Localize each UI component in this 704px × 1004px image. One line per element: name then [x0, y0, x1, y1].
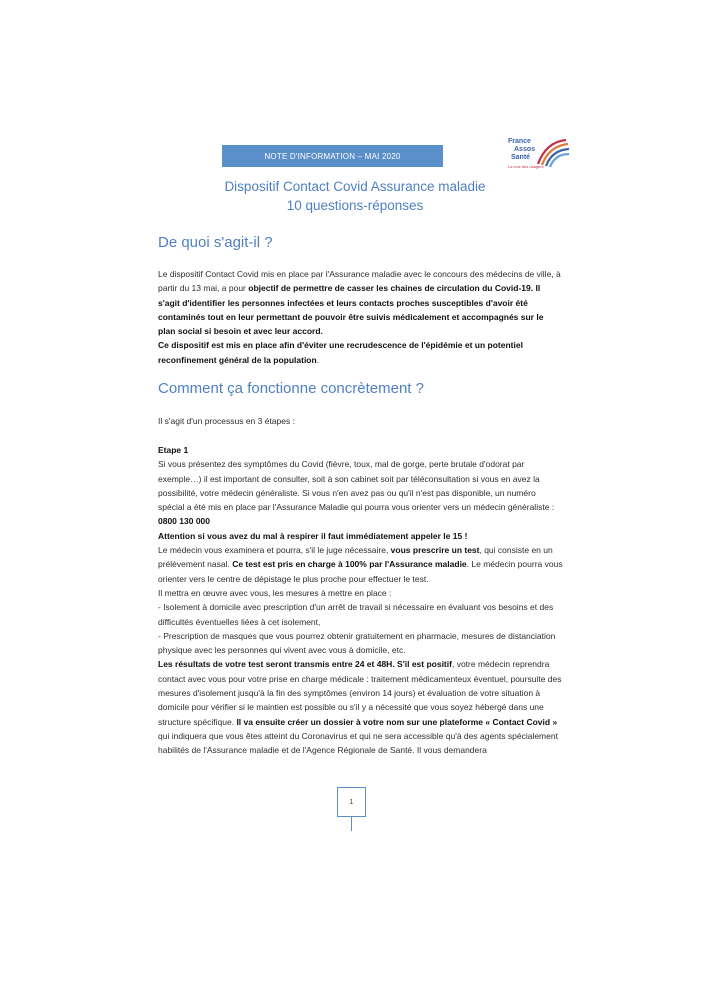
section-1-body	[158, 267, 563, 367]
warning-line	[158, 529, 563, 543]
logo-line-2: Assos	[514, 146, 536, 153]
note-banner	[222, 145, 443, 167]
logo-tagline: La voix des usagers	[508, 164, 544, 169]
document-title	[150, 177, 560, 215]
step-title	[158, 443, 563, 457]
p2-text: .	[316, 354, 320, 365]
title-line-1: Dispositif Contact Covid Assurance maladie	[224, 179, 486, 194]
page-number: 1	[349, 798, 354, 806]
step-1-body	[158, 443, 563, 758]
s1-text: Si vous présentez des symptômes du Covid (fièvre, toux, mal de gorge, perte brutale d'odorat par exemple…) il est important de consulter, soit à son cabinet soit par téléconsultation si vous en avez la possibilité, votre médecin généraliste. Si vous n'en avez pas ou qu'il n'est pas disponible, un numéro spécial a été mis en place par l'Assurance Maladie qui pourra vous orienter vers un médecin généraliste :	[158, 459, 555, 513]
s2d: Ce test est pris en charge à 100% par l'Assurance maladie	[232, 559, 467, 570]
section-heading-2: Comment ça fonctionne concrètement ?	[158, 380, 424, 397]
banner-text: NOTE D'INFORMATION – MAI 2020	[264, 151, 401, 161]
logo-stripes-icon	[536, 138, 570, 168]
paragraph-2	[158, 338, 563, 367]
step-paragraph-4	[158, 657, 563, 757]
page-number-box	[337, 787, 366, 817]
page-number-stem	[351, 817, 352, 831]
step-paragraph-2	[158, 543, 563, 586]
step-title-text: Etape 1	[158, 445, 189, 455]
bullet-2: - Prescription de masques que vous pourrez obtenir gratuitement en pharmacie, mesures de distanciation physique avec les personnes qui vivent avec vous à domicile, etc.	[158, 630, 556, 656]
p1-text: Le dispositif Contact Covid mis en place par l'Assurance maladie avec le concours des médecins de ville, à partir du 13 mai, a pour	[158, 269, 561, 294]
phone-number: 0800 130 000	[158, 516, 210, 527]
logo-line-3: Santé	[511, 154, 531, 161]
s2e: . Le médecin pourra vous orienter vers le centre de dépistage le plus proche pour effectuer le test.	[158, 559, 563, 584]
s4d: qui indiquera que vous êtes atteint du Coronavirus et qui ne sera accessible qu'à des agents spécialement habilités de l'Assurance maladie et de l'Agence Régionale de Santé. Il vous demandera	[158, 730, 558, 756]
s2b: vous prescrire un test	[390, 545, 480, 556]
p2-bold: Ce dispositif est mis en place afin d'éviter une recrudescence de l'épidémie et un potentiel reconfinement général de la population	[158, 340, 523, 365]
bullet-1: - Isolement à domicile avec prescription d'un arrêt de travail si nécessaire en évaluant vos besoins et des difficultés éventuelles liées à cet isolement,	[158, 602, 554, 627]
s4a: Les résultats de votre test seront transmis entre 24 et 48H. S'il est positif	[158, 659, 452, 670]
p1-bold: objectif de permettre de casser les chaines de circulation du Covid-19. Il s'agit d'identifier les personnes infectées et leurs contacts proches susceptibles d'avoir été contaminés tout en leur permettant de pouvoir être suivis médicalement et accompagnés sur le plan social si besoin et avec leur accord.	[158, 283, 544, 337]
step-paragraph-1	[158, 457, 563, 528]
warning-text: Attention si vous avez du mal à respirer il faut immédiatement appeler le 15 !	[158, 530, 468, 541]
step-paragraph-3: Il mettra en œuvre avec vous, les mesures à mettre en place :	[158, 587, 392, 598]
section-2-intro: Il s'agit d'un processus en 3 étapes :	[158, 416, 295, 426]
s2a: Le médecin vous examinera et pourra, s'il le juge nécessaire,	[158, 545, 391, 556]
paragraph-1	[158, 267, 563, 338]
logo-line-1: France	[508, 138, 531, 145]
s4b: , votre médecin reprendra contact avec vous pour votre prise en charge médicale : traitement médicamenteux éventuel, poursuite des mesures d'isolement jusqu'à la fin des symptômes (environ 14 jours) et évaluation de votre situation à domicile pour vérifier si le maintien est possible ou s'il y a nécessité que vous soyez hébergé dans une structure spécifique.	[158, 659, 562, 727]
s4c: Il va ensuite créer un dossier à votre nom sur une plateforme « Contact Covid »	[236, 716, 558, 727]
s2c: , qui consiste en un prélèvement nasal.	[158, 545, 553, 570]
france-assos-sante-logo	[508, 138, 570, 174]
title-line-2: 10 questions-réponses	[286, 198, 424, 213]
section-heading-1: De quoi s'agit-il ?	[158, 234, 273, 251]
